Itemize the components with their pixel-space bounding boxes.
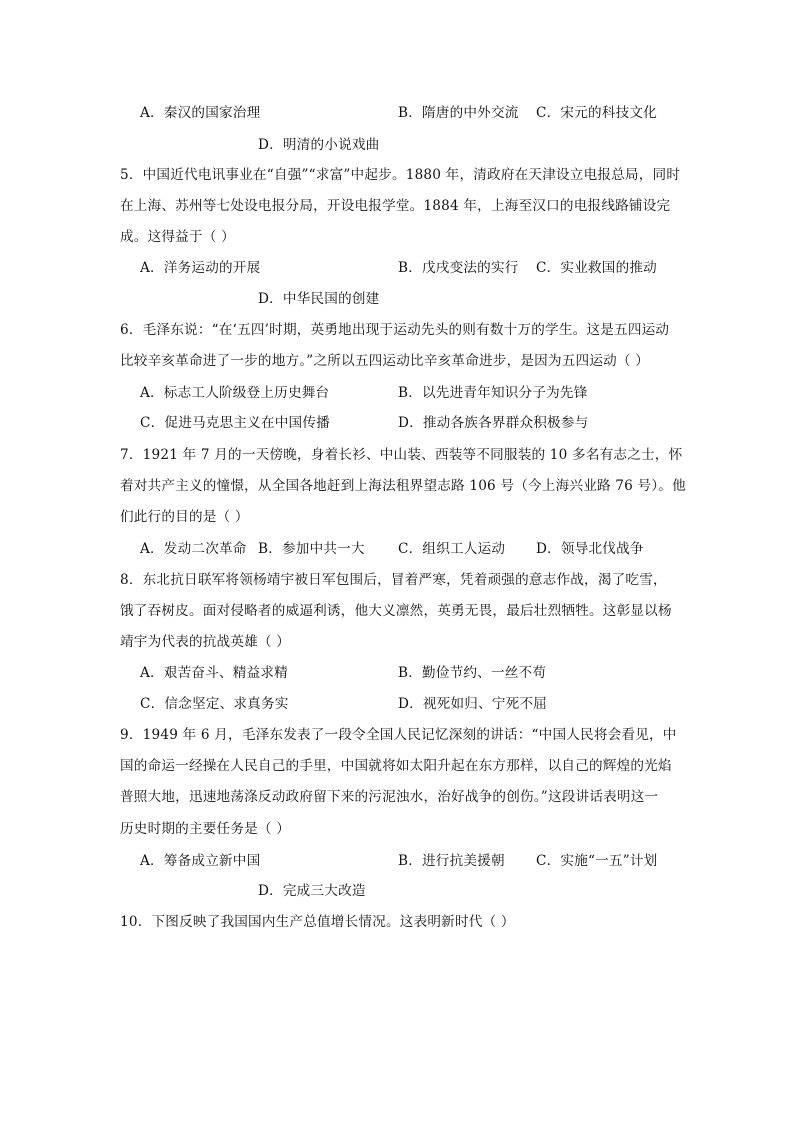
q8-option-a: A．艰苦奋斗、精益求精 — [140, 665, 288, 681]
q6-stem-line-2: 比较辛亥革命进了一步的地方。”之所以五四运动比辛亥革命进步，是因为五四运动（ ） — [120, 353, 650, 369]
q7-option-a: A．发动二次革命 — [140, 541, 247, 557]
q5-option-b: B．戊戌变法的实行 — [398, 260, 519, 276]
q5-option-d: D．中华民国的创建 — [258, 291, 380, 307]
q7-option-c: C．组织工人运动 — [398, 541, 506, 557]
q5-stem-line-1: 5．中国近代电讯事业在“自强”“求富”中起步。1880 年，清政府在天津设立电报总局，同时 — [120, 167, 681, 183]
q4-option-a: A．秦汉的国家治理 — [140, 105, 261, 121]
q9-option-d: D．完成三大改造 — [258, 883, 366, 899]
q7-option-d: D．领导北伐战争 — [536, 541, 644, 557]
q9-stem-line-4: 历史时期的主要任务是（ ） — [120, 821, 291, 837]
q5-option-c: C．实业救国的推动 — [536, 260, 657, 276]
q9-option-c: C．实施“一五”计划 — [536, 853, 658, 869]
q4-option-d: D．明清的小说戏曲 — [258, 137, 380, 153]
q10-stem-line-1: 10．下图反映了我国国内生产总值增长情况。这表明新时代（ ） — [120, 914, 515, 930]
q7-stem-line-2: 着对共产主义的憧憬，从全国各地赶到上海法租界望志路 106 号（今上海兴业路 76 号）。他 — [120, 478, 686, 494]
q9-stem-line-3: 普照大地，迅速地荡涤反动政府留下来的污泥浊水，治好战争的创伤。”这段讲话表明这一 — [120, 789, 659, 805]
q6-option-b: B．以先进青年知识分子为先锋 — [398, 385, 588, 401]
q9-option-a: A．筹备成立新中国 — [140, 853, 261, 869]
q6-option-d: D．推动各族各界群众积极参与 — [398, 415, 589, 431]
q8-stem-line-3: 靖宇为代表的抗战英雄（ ） — [120, 634, 291, 650]
q4-option-b: B．隋唐的中外交流 — [398, 105, 519, 121]
q9-stem-line-1: 9．1949 年 6 月，毛泽东发表了一段令全国人民记忆深刻的讲话：“中国人民将会看见，中 — [120, 727, 677, 743]
q4-option-c: C．宋元的科技文化 — [536, 105, 657, 121]
q7-stem-line-3: 们此行的目的是（ ） — [120, 509, 249, 525]
q8-stem-line-1: 8．东北抗日联军将领杨靖宇被日军包围后，冒着严寒，凭着顽强的意志作战，渴了吃雪， — [120, 572, 667, 588]
q9-option-b: B．进行抗美援朝 — [398, 853, 505, 869]
q9-stem-line-2: 国的命运一经操在人民自己的手里，中国就将如太阳升起在东方那样，以自己的辉煌的光焰 — [120, 758, 672, 774]
q8-option-c: C．信念坚定、求真务实 — [140, 696, 289, 712]
q5-stem-line-2: 在上海、苏州等七处设电报分局，开设电报学堂。1884 年，上海至汉口的电报线路铺设完 — [120, 198, 671, 214]
q5-stem-line-3: 成。这得益于（ ） — [120, 229, 235, 245]
q6-option-a: A．标志工人阶级登上历史舞台 — [140, 385, 330, 401]
q8-stem-line-2: 饿了吞树皮。面对侵略者的威逼利诱，他大义凛然，英勇无畏，最后壮烈牺牲。这彰显以杨 — [120, 603, 672, 619]
q8-option-b: B．勤俭节约、一丝不苟 — [398, 665, 547, 681]
q7-stem-line-1: 7．1921 年 7 月的一天傍晚，身着长衫、中山装、西装等不同服装的 10 多名有志之士，怀 — [120, 447, 683, 463]
q6-option-c: C．促进马克思主义在中国传播 — [140, 415, 330, 431]
q8-option-d: D．视死如归、宁死不屈 — [398, 696, 548, 712]
q6-stem-line-1: 6．毛泽东说：“在‘五四’时期，英勇地出现于运动先头的则有数十万的学生。这是五四运动 — [120, 322, 670, 338]
q5-option-a: A．洋务运动的开展 — [140, 260, 261, 276]
q7-option-b: B．参加中共一大 — [258, 541, 365, 557]
